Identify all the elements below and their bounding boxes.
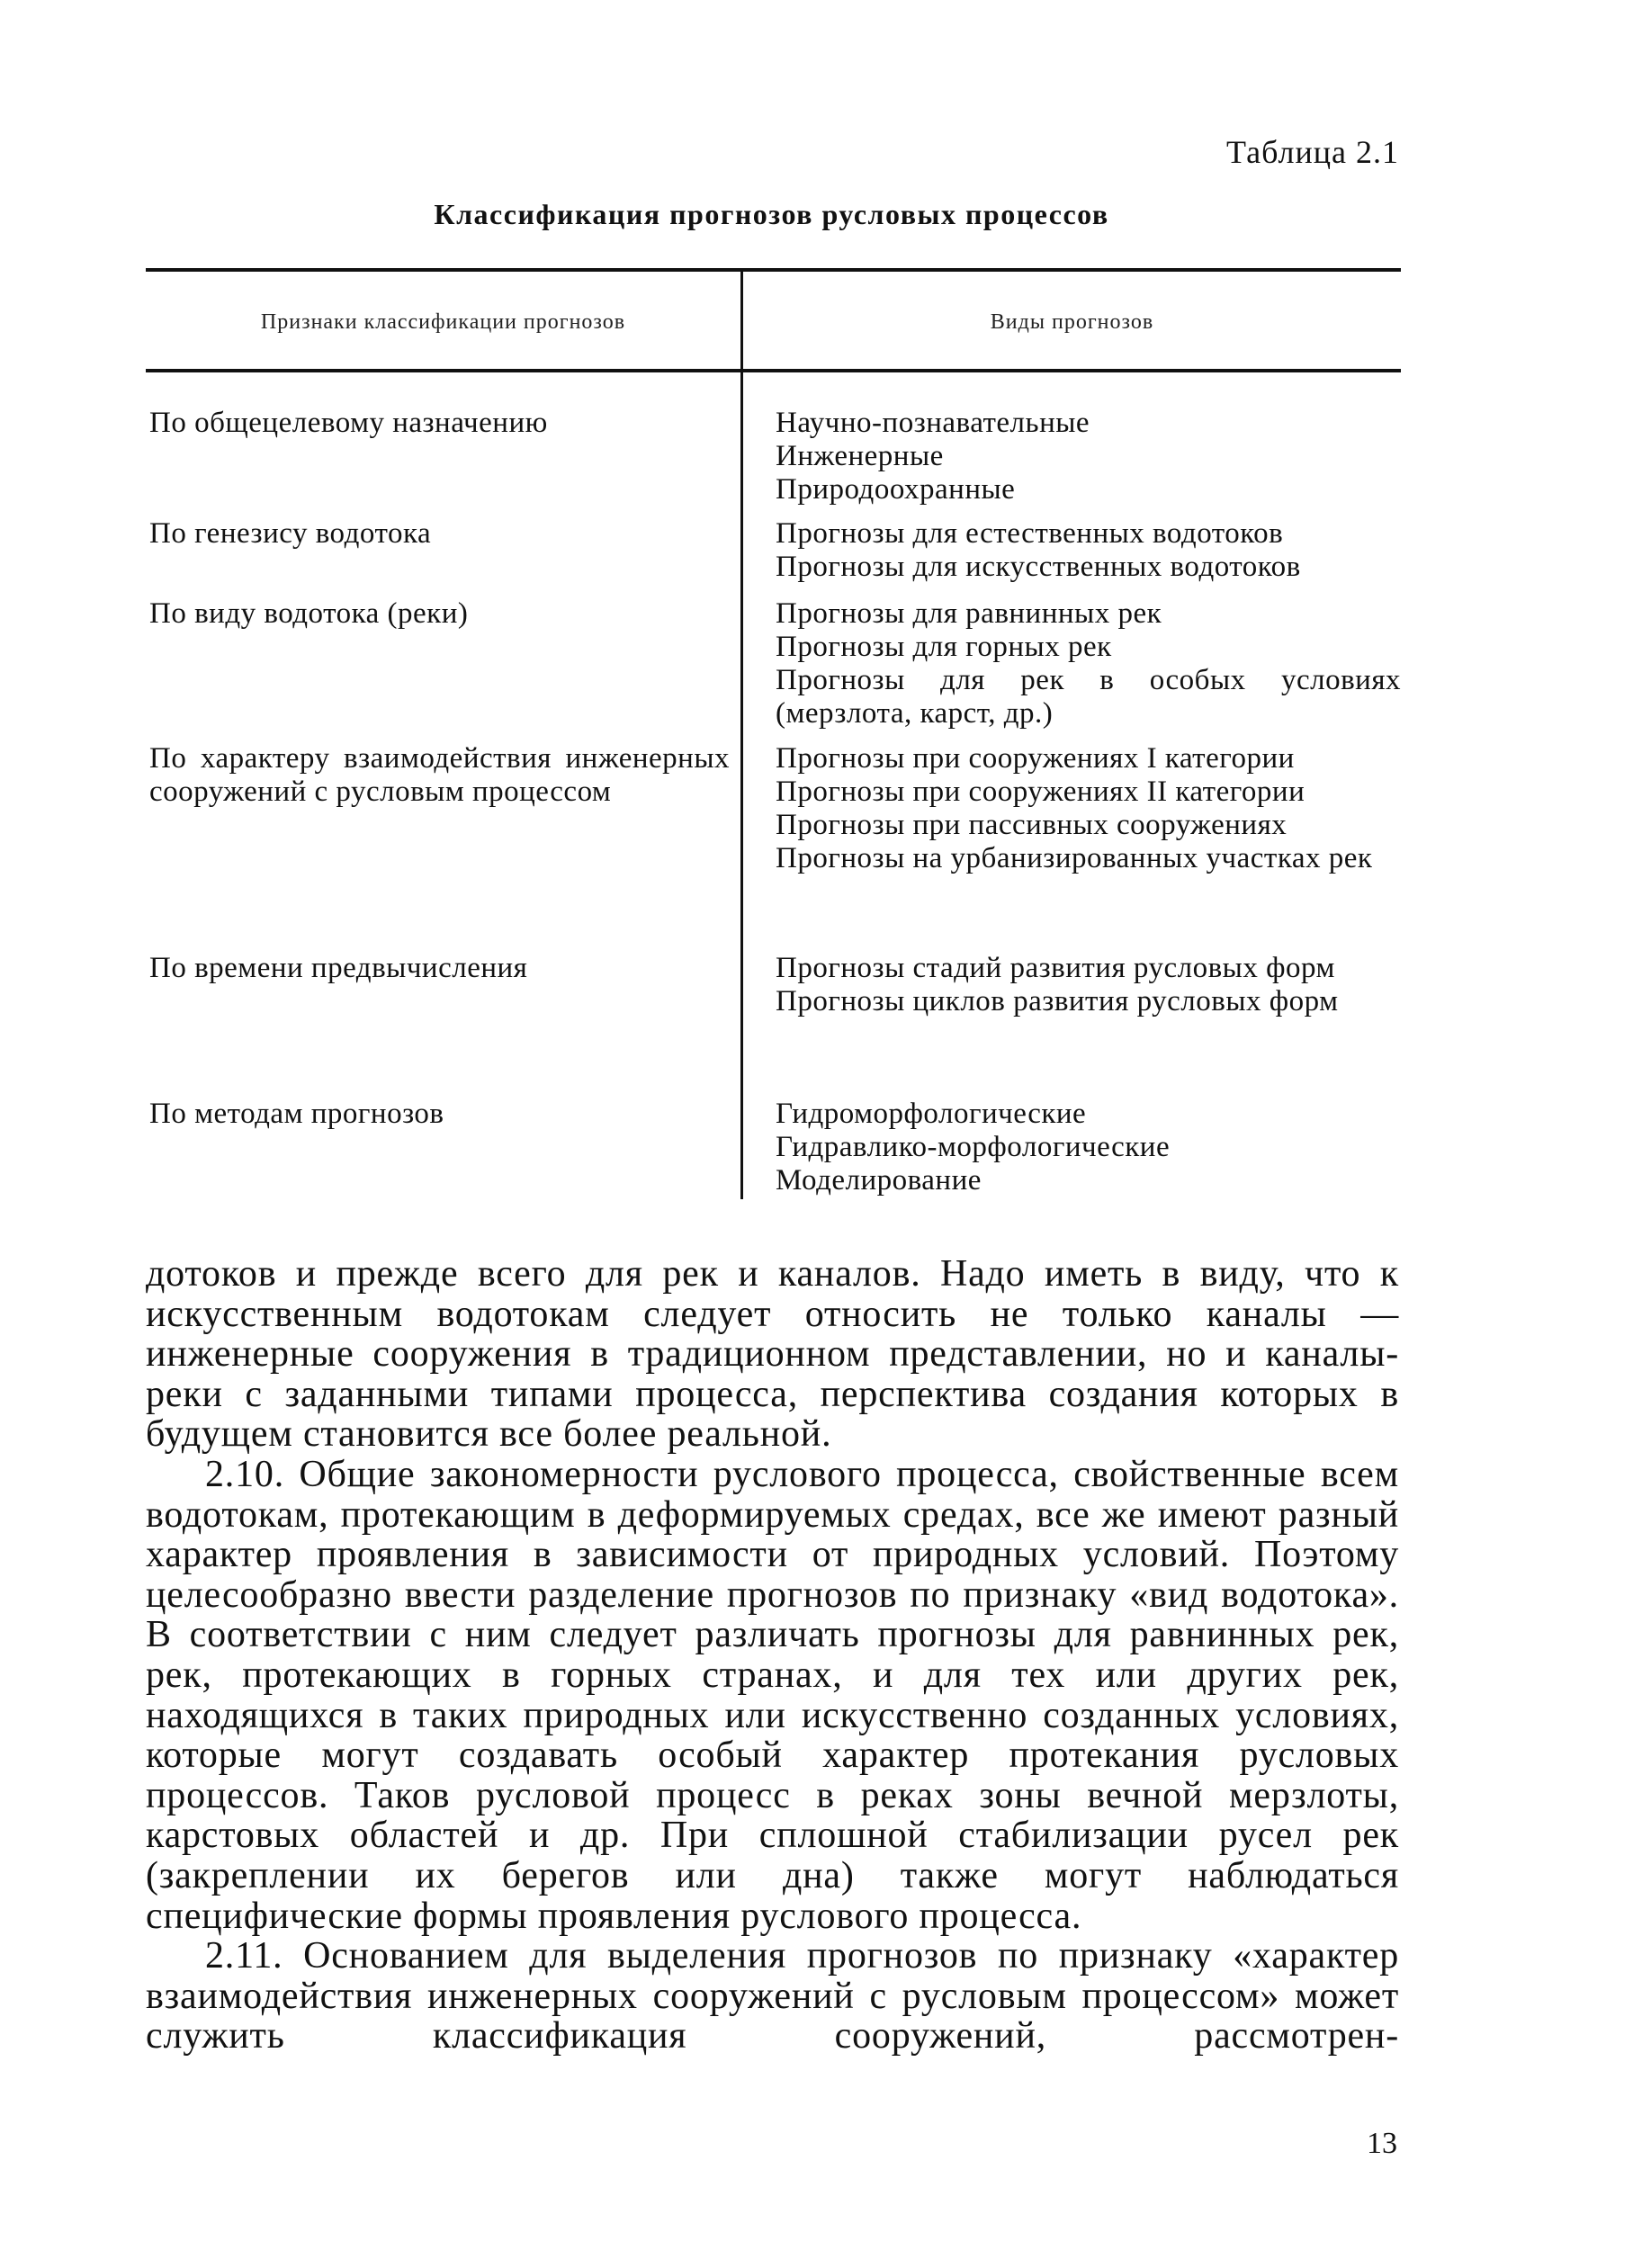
column-header-kinds: Виды прогнозов bbox=[990, 310, 1154, 334]
forecast-kind: Прогнозы стадий развития русловых форм bbox=[776, 952, 1335, 984]
forecast-kind: Научно-познавательные bbox=[776, 407, 1090, 439]
forecast-kind: Прогнозы при сооружениях I категории bbox=[776, 742, 1295, 775]
row-criterion: По методам прогнозов bbox=[149, 1098, 444, 1130]
forecast-kind: Прогнозы для искусственных водотоков bbox=[776, 551, 1301, 583]
forecast-kind: Моделирование bbox=[776, 1164, 982, 1197]
forecast-kind: Прогнозы для равнинных рек bbox=[776, 597, 1162, 630]
body-paragraph: 2.11. Основанием для выделения прогнозов по признаку «характер взаимодействия инженерных сооружений с русловым процессом» может служить классификация сооружений, рассмотрен- bbox=[146, 1935, 1399, 2057]
body-paragraph: 2.10. Общие закономерности руслового процесса, свойственные всем водотокам, протекающим в деформируемых средах, все же имеют разный характер проявления в зависимости от природных условий. Поэтому целесообразно ввести разделение прогнозов по признаку «вид водотока». В соответствии с ним следует различать прогнозы для равнинных рек, рек, протекающих в горных странах, и для тех или других рек, находящихся в таких природных или искусственно созданных условиях, которые могут создавать особый характер протекания русловых процессов. Таков русловой процесс в реках зоны вечной мерзлоты, карстовых областей и др. При сплошной стабилизации русел рек (закреплении их берегов или дна) также могут наблюдаться специфические формы проявления руслового процесса. bbox=[146, 1453, 1399, 1937]
forecast-kind: Прогнозы для горных рек bbox=[776, 631, 1112, 663]
row-criterion: По времени предвычисления bbox=[149, 952, 528, 984]
table-column-divider bbox=[740, 268, 743, 1199]
forecast-kind: Прогнозы при пассивных сооружениях bbox=[776, 809, 1288, 841]
row-kinds bbox=[776, 742, 1401, 875]
body-text bbox=[146, 1254, 1399, 2057]
row-criterion: По характеру взаимодействия инженерных сооружений с русловым процессом bbox=[149, 742, 730, 808]
row-kinds bbox=[776, 407, 1401, 506]
forecast-kind: Прогнозы для естественных водотоков bbox=[776, 517, 1284, 550]
row-kinds bbox=[776, 597, 1401, 731]
forecast-kind: Прогнозы при сооружениях II категории bbox=[776, 775, 1306, 808]
table-top-rule bbox=[146, 268, 1401, 272]
forecast-kind: Прогнозы для рек в особых условиях (мерзлота, карст, др.) bbox=[776, 664, 1401, 730]
forecast-kind: Природоохранные bbox=[776, 473, 1016, 506]
row-criterion: По виду водотока (реки) bbox=[149, 597, 469, 630]
body-paragraph: дотоков и прежде всего для рек и каналов. Надо иметь в виду, что к искусственным водотокам следует относить не только каналы — инженерные сооружения в традиционном представлении, но и каналы-реки с заданными типами процесса, перспектива создания которых в будущем становится все более реальной. bbox=[146, 1253, 1399, 1456]
row-kinds bbox=[776, 517, 1401, 584]
column-header-criterion: Признаки классификации прогнозов bbox=[260, 310, 626, 334]
row-kinds bbox=[776, 952, 1401, 1018]
row-criterion: По генезису водотока bbox=[149, 517, 432, 550]
forecast-kind: Инженерные bbox=[776, 440, 944, 472]
forecast-kind: Гидроморфологические bbox=[776, 1098, 1087, 1130]
row-criterion: По общецелевому назначению bbox=[149, 407, 548, 439]
row-kinds bbox=[776, 1098, 1401, 1197]
table-header-rule bbox=[146, 369, 1401, 372]
forecast-kind: Прогнозы на урбанизированных участках рек bbox=[776, 842, 1373, 874]
forecast-kind: Гидравлико-морфологические bbox=[776, 1131, 1171, 1163]
page-number: 13 bbox=[1367, 2127, 1397, 2160]
table-title: Классификация прогнозов русловых процессов bbox=[434, 198, 1109, 230]
table-number-label: Таблица 2.1 bbox=[1226, 134, 1399, 170]
forecast-kind: Прогнозы циклов развития русловых форм bbox=[776, 985, 1339, 1017]
